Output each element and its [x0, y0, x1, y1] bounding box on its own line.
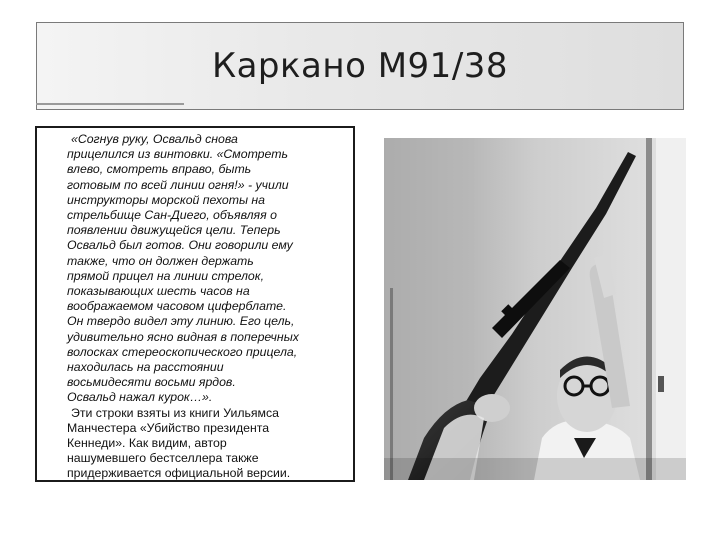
- quote-line: Освальд нажал курок…».: [67, 390, 213, 405]
- quote-line: инструкторы морской пехоты на: [67, 192, 266, 207]
- quote-line: показывающих шесть часов на: [67, 284, 250, 299]
- quote-line: находилась на расстоянии: [67, 360, 224, 375]
- man-aiming-rifle-photo: [384, 138, 686, 480]
- quote-line: готовым по всей линии огня!» - учили: [67, 177, 289, 192]
- note-line: нашумевшего бестселлера также: [67, 451, 259, 466]
- note-line: Манчестера «Убийство президента: [67, 420, 270, 435]
- quote-line: стрельбище Сан-Диего, объявляя о: [67, 208, 277, 223]
- note-line: Эти строки взяты из книги Уильямса: [71, 405, 280, 420]
- quote-line: Он твердо видел эту линию. Его цель,: [67, 314, 295, 329]
- quote-line: «Согнув руку, Освальд снова: [71, 132, 238, 146]
- quote-line: воображаемом часовом циферблате.: [67, 299, 287, 314]
- quote-line: влево, смотреть вправо, быть: [67, 162, 252, 177]
- quote-line: также, что он должен держать: [67, 253, 254, 268]
- quote-block: [67, 132, 347, 406]
- photo-illustration: [384, 138, 686, 480]
- quote-line: удивительно ясно видная в поперечных: [67, 329, 299, 344]
- source-note: [67, 406, 347, 482]
- quote-line: появлении движущейся цели. Теперь: [67, 223, 281, 238]
- quote-line: восьмидесяти восьми ярдов.: [67, 375, 236, 390]
- text-panel: [35, 126, 355, 482]
- quote-line: Освальд был готов. Они говорили ему: [67, 238, 293, 253]
- slide-title: Каркано М91/38: [211, 46, 509, 86]
- quote-line: прямой прицел на линии стрелок,: [67, 268, 264, 283]
- note-line: Кеннеди». Как видим, автор: [67, 436, 227, 451]
- note-line: придерживается официальной версии.: [67, 466, 291, 481]
- quote-line: волосках стереоскопического прицела,: [67, 344, 298, 359]
- quote-line: прицелился из винтовки. «Смотреть: [67, 147, 288, 162]
